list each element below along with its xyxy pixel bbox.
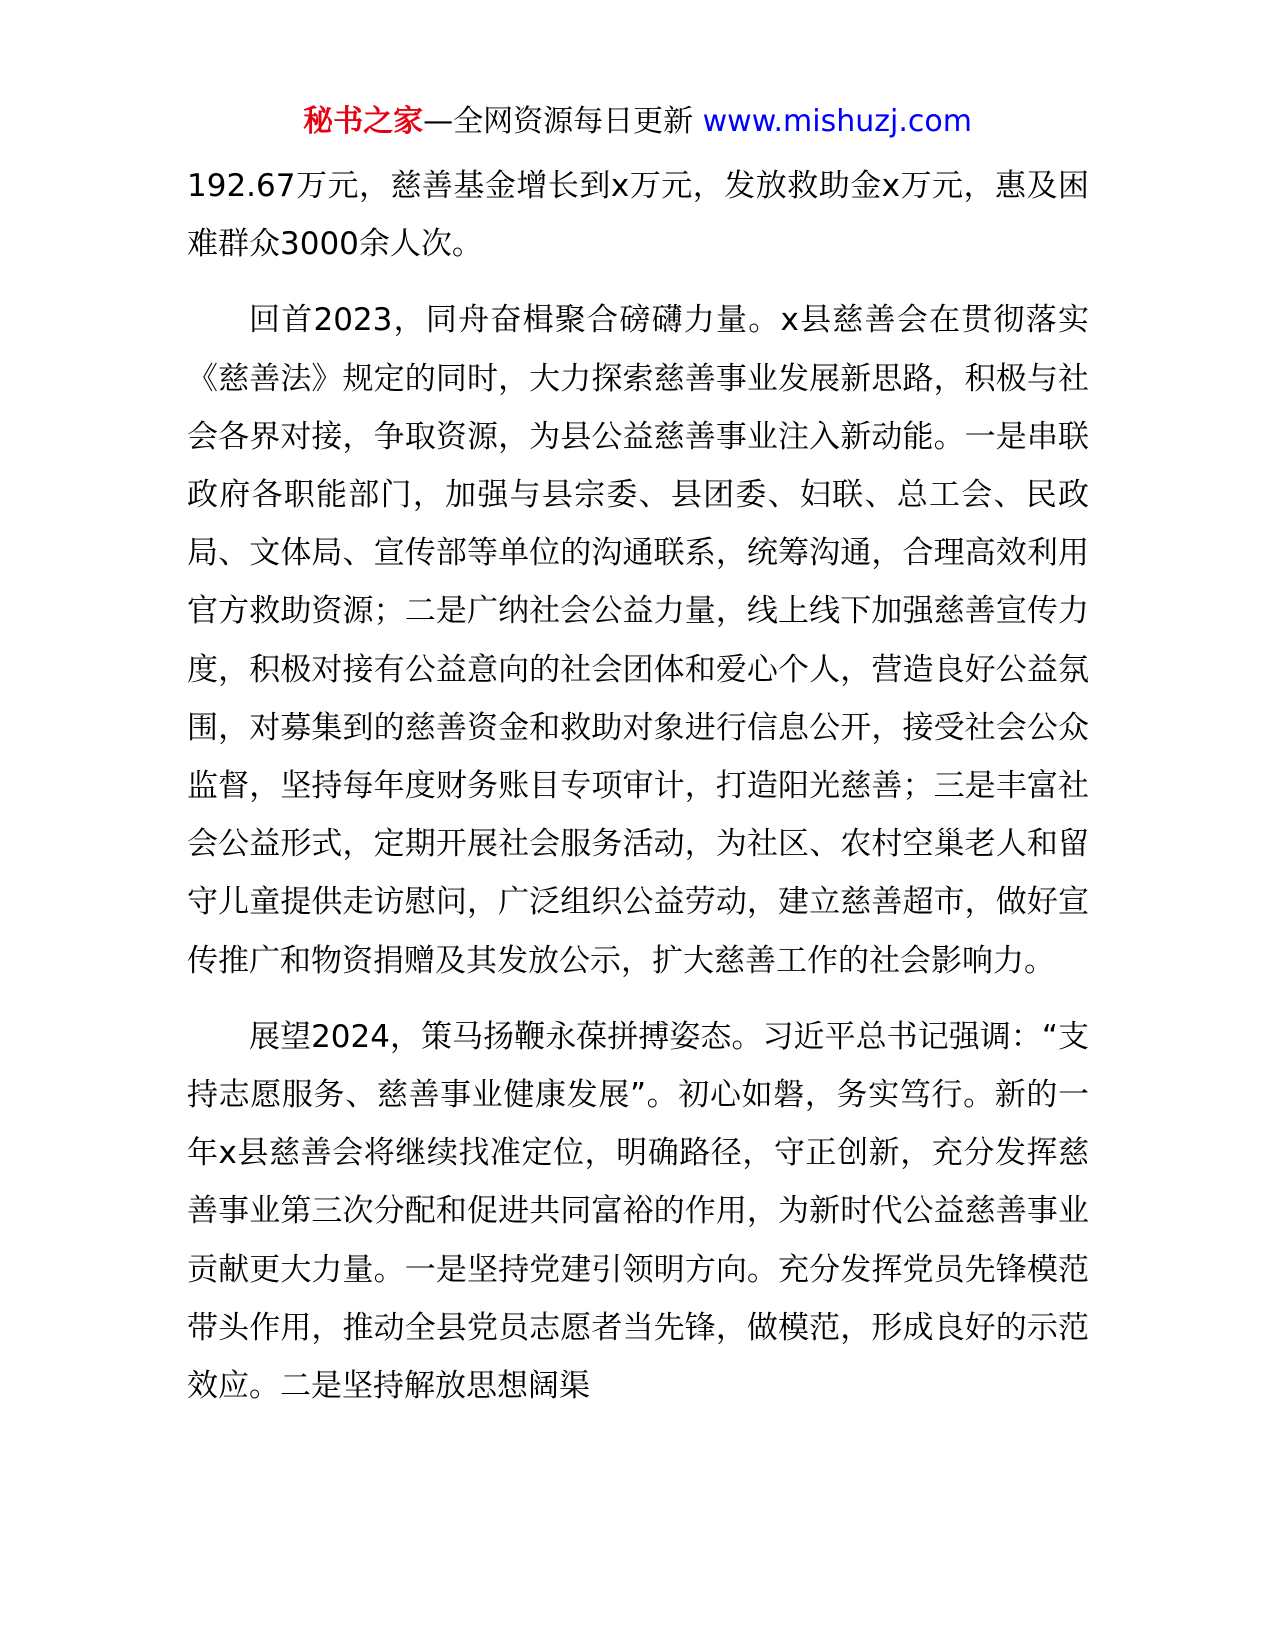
paragraph-review-2023: 回首2023，同舟奋楫聚合磅礴力量。x县慈善会在贯彻落实《慈善法》规定的同时，大力探索慈善事业发展新思路，积极与社会各界对接，争取资源，为县公益慈善事业注入新动能。一是串联政府各职能部门，加强与县宗委、县团委、妇联、总工会、民政局、文体局、宣传部等单位的沟通联系，统筹沟通，合理高效利用官方救助资源；二是广纳社会公益力量，线上线下加强慈善宣传力度，积极对接有公益意向的社会团体和爱心个人，营造良好公益氛围，对募集到的慈善资金和救助对象进行信息公开，接受社会公众监督，坚持每年度财务账目专项审计，打造阳光慈善；三是丰富社会公益形式，定期开展社会服务活动，为社区、农村空巢老人和留守儿童提供走访慰问，广泛组织公益劳动，建立慈善超市，做好宣传推广和物资捐赠及其发放公示，扩大慈善工作的社会影响力。 (187, 302, 1089, 979)
header-tagline: —全网资源每日更新 (423, 104, 694, 139)
header-site-link[interactable]: www.mishuzj.com (702, 104, 972, 139)
page-header (0, 100, 1275, 144)
paragraph-continued: 192.67万元，慈善基金增长到x万元，发放救助金x万元，惠及困难群众3000余人次。 (187, 168, 1089, 263)
paragraph-outlook-2024: 展望2024，策马扬鞭永葆拼搏姿态。习近平总书记强调：“支持志愿服务、慈善事业健康发展”。初心如磐，务实笃行。新的一年x县慈善会将继续找准定位，明确路径，守正创新，充分发挥慈善事业第三次分配和促进共同富裕的作用，为新时代公益慈善事业贡献更大力量。一是坚持党建引领明方向。充分发挥党员先锋模范带头作用，推动全县党员志愿者当先锋，做模范，形成良好的示范效应。二是坚持解放思想阔渠 (187, 1018, 1089, 1405)
document-body (187, 157, 1089, 1415)
header-brand: 秘书之家 (303, 104, 424, 139)
